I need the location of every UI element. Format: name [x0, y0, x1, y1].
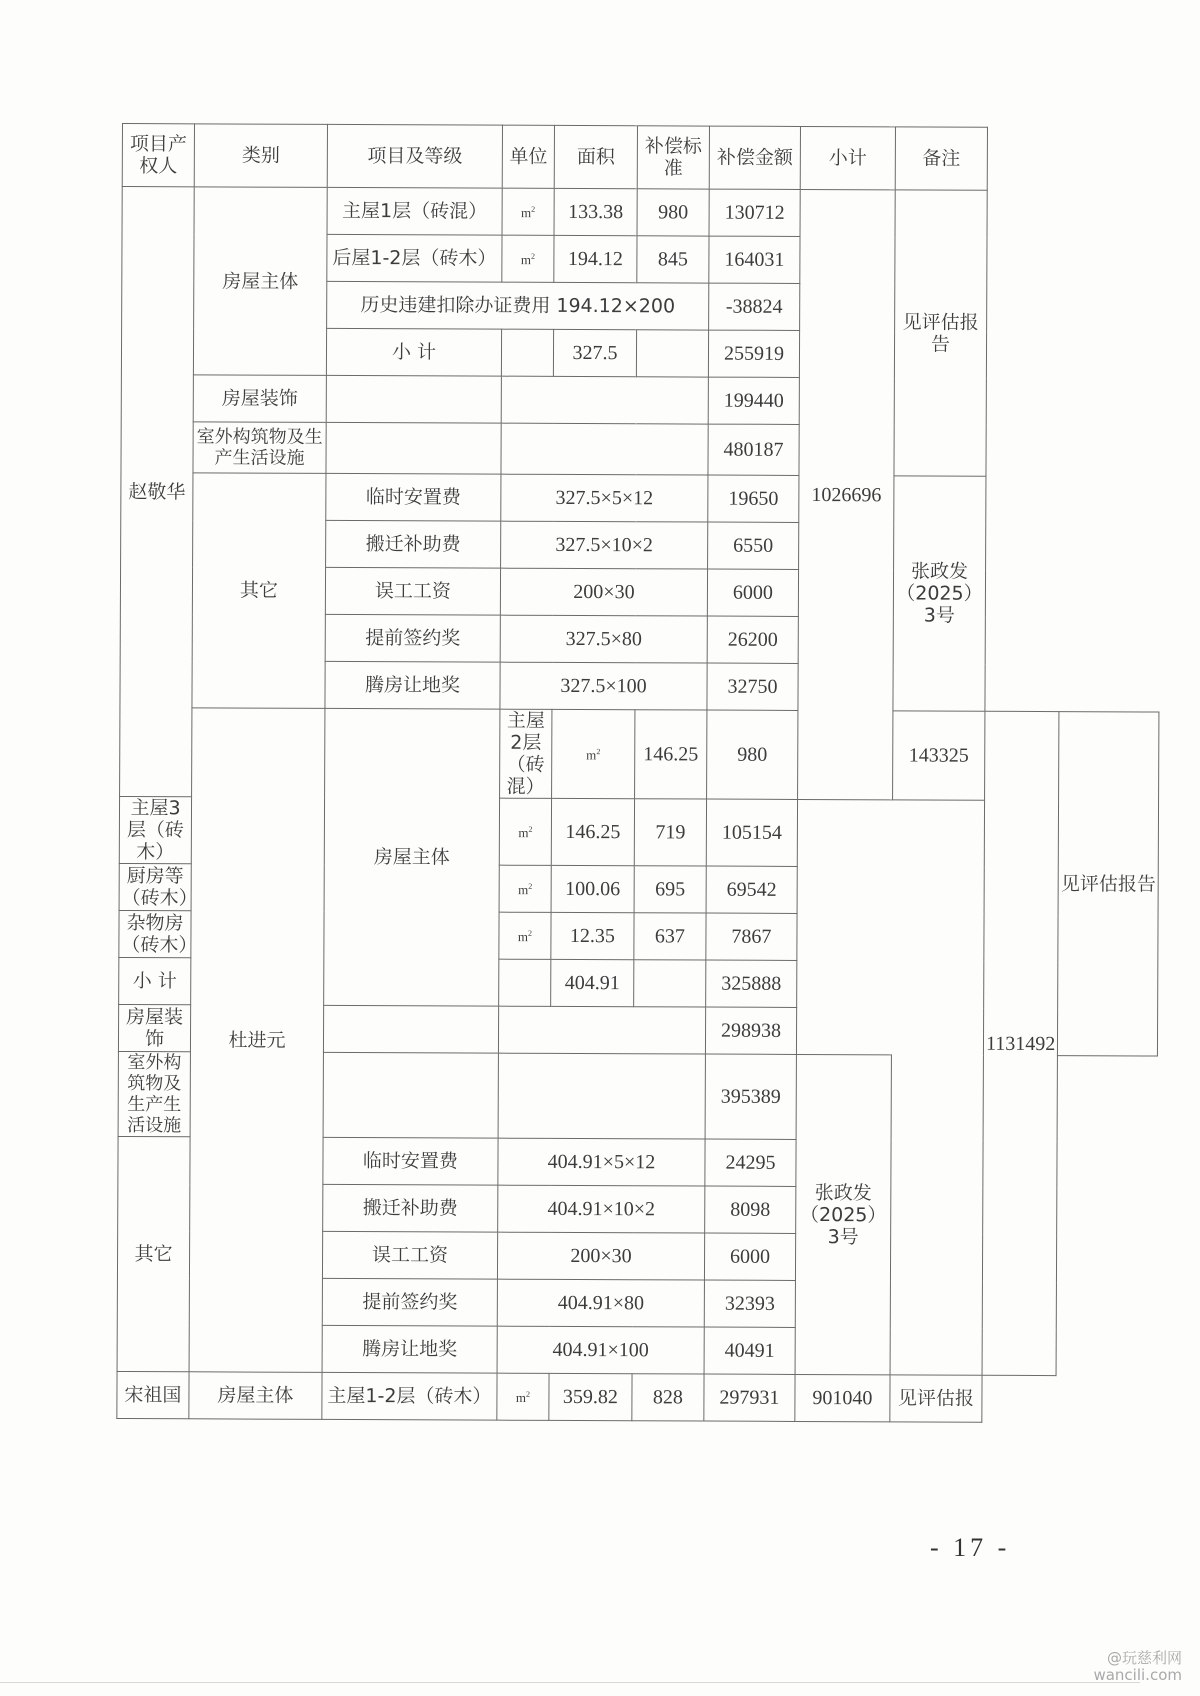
category-house-main: 房屋主体: [189, 1372, 322, 1420]
item-name: 提前签约奖: [325, 614, 500, 662]
standard-cell: 980: [707, 710, 798, 799]
category-house-main: 房屋主体: [193, 187, 327, 376]
standard-cell: 845: [637, 236, 709, 283]
subtotal-label: 小 计: [119, 957, 191, 1004]
item-name: 腾房让地奖: [322, 1325, 497, 1373]
amount-cell: -38824: [709, 283, 800, 330]
page-number: - 17 -: [930, 1533, 1011, 1562]
category-others: 其它: [117, 1136, 190, 1371]
header-area: 面积: [554, 125, 637, 188]
category-outdoor: 室外构筑物及生产生活设施: [193, 422, 326, 474]
owner-subtotal: 1026696: [798, 189, 896, 799]
standard-cell: 695: [634, 866, 706, 913]
amount-cell: 6000: [707, 569, 798, 616]
remark-cell: 张政发（2025）3号: [795, 1054, 891, 1374]
header-unit: 单位: [502, 125, 554, 188]
item-name: [326, 422, 501, 474]
amount-cell: 325888: [706, 960, 797, 1007]
formula-cell: 200×30: [497, 1232, 704, 1280]
unit-cell: $m^2$: [499, 912, 551, 959]
item-name: 腾房让地奖: [325, 661, 500, 709]
formula-cell: 327.5×5×12: [501, 474, 708, 522]
category-outdoor: 室外构筑物及生产生活设施: [118, 1051, 190, 1136]
amount-cell: 297931: [704, 1374, 795, 1421]
formula-cell: 327.5×80: [500, 615, 707, 663]
owner-subtotal: 901040: [795, 1374, 890, 1421]
amount-cell: 298938: [705, 1007, 796, 1054]
table-header-row: [122, 124, 1162, 192]
blank-cell: [501, 423, 708, 475]
item-name: 主屋3层（砖木）: [119, 796, 191, 863]
header-standard: 补偿标准: [637, 126, 709, 189]
table-row: [121, 421, 1160, 477]
item-name: 提前签约奖: [322, 1278, 497, 1326]
area-cell: 404.91: [551, 959, 634, 1006]
amount-cell: 32393: [704, 1280, 795, 1327]
amount-cell: 6000: [704, 1233, 795, 1280]
table-row: [121, 472, 1160, 524]
item-name: 厨房等（砖木）: [119, 863, 191, 910]
unit-cell: [499, 959, 551, 1006]
formula-cell: 404.91×100: [497, 1326, 704, 1374]
header-remarks: 备注: [895, 127, 987, 190]
unit-cell: $m^2$: [497, 1373, 549, 1420]
area-cell: 100.06: [551, 865, 634, 912]
owner-subtotal: 1131492: [982, 711, 1059, 1375]
owner-name: 杜进元: [189, 708, 325, 1373]
area-cell: 359.82: [549, 1373, 632, 1420]
area-cell: 12.35: [551, 912, 634, 959]
formula-cell: 200×30: [500, 568, 707, 616]
unit-cell: [501, 329, 553, 376]
header-item: 项目及等级: [327, 124, 502, 188]
owner-name: 赵敬华: [120, 187, 195, 797]
area-cell: 327.5: [553, 329, 636, 376]
remark-cell: 见评估报: [890, 1375, 982, 1422]
amount-cell: 69542: [706, 866, 797, 913]
item-name: 搬迁补助费: [323, 1184, 498, 1232]
header-subtotal: 小计: [800, 126, 895, 189]
header-owner: 项目产权人: [122, 124, 194, 187]
item-name: 主屋1-2层（砖木）: [322, 1372, 497, 1420]
item-name: [326, 375, 501, 423]
amount-cell: 19650: [708, 475, 799, 522]
unit-cell: $m^2$: [502, 188, 554, 235]
table-row: [121, 374, 1160, 426]
standard-cell: 828: [632, 1374, 704, 1421]
standard-cell: [636, 330, 708, 377]
item-name: 主屋2层（砖混）: [500, 709, 552, 798]
unit-cell: $m^2$: [499, 865, 551, 912]
area-cell: 133.38: [554, 188, 637, 235]
amount-cell: 164031: [709, 236, 800, 283]
amount-cell: 26200: [707, 616, 798, 663]
unit-cell: $m^2$: [552, 709, 635, 798]
header-amount: 补偿金额: [709, 126, 800, 189]
remark-cell: 张政发（2025）3号: [893, 476, 986, 711]
item-name: 误工工资: [322, 1231, 497, 1279]
item-name: 临时安置费: [323, 1137, 498, 1185]
formula-cell: 404.91×10×2: [498, 1185, 705, 1233]
formula-cell: 327.5×10×2: [501, 521, 708, 569]
owner-name: 宋祖国: [117, 1371, 189, 1418]
watermark-line-2: wancili.com: [1093, 1666, 1182, 1684]
area-cell: 146.25: [551, 798, 634, 865]
amount-cell: 6550: [708, 522, 799, 569]
subtotal-label: 小 计: [326, 328, 501, 376]
category-decoration: 房屋装饰: [193, 375, 326, 423]
item-name: [323, 1005, 498, 1053]
formula-cell: 404.91×80: [497, 1279, 704, 1327]
area-cell: 146.25: [635, 710, 707, 799]
item-name: [323, 1052, 498, 1138]
amount-cell: 40491: [704, 1327, 795, 1374]
amount-cell: 105154: [706, 799, 797, 866]
area-cell: 194.12: [554, 235, 637, 282]
table-row: [120, 707, 1160, 801]
item-name: 杂物房（砖木）: [119, 910, 191, 957]
item-name: 误工工资: [325, 567, 500, 615]
deduction-item: 历史违建扣除办证费用 194.12×200: [327, 281, 709, 330]
standard-cell: 719: [634, 799, 706, 866]
bottom-divider: [0, 1682, 1140, 1683]
item-name: 后屋1-2层（砖木）: [327, 234, 502, 282]
amount-cell: 7867: [706, 913, 797, 960]
amount-cell: 255919: [708, 330, 799, 377]
remark-cell: 见评估报告: [894, 190, 987, 476]
amount-cell: 24295: [705, 1139, 796, 1186]
blank-cell: [498, 1006, 705, 1054]
amount-cell: 395389: [705, 1054, 796, 1139]
table-row: [117, 1371, 1156, 1423]
item-name: 临时安置费: [326, 473, 501, 521]
unit-cell: $m^2$: [502, 235, 554, 282]
formula-cell: 327.5×100: [500, 662, 707, 710]
formula-cell: 404.91×5×12: [498, 1138, 705, 1186]
header-category: 类别: [194, 124, 327, 188]
standard-cell: [634, 960, 706, 1007]
amount-cell: 8098: [705, 1186, 796, 1233]
blank-cell: [501, 376, 708, 424]
category-others: 其它: [192, 473, 326, 709]
amount-cell: 32750: [707, 663, 798, 710]
amount-cell: 143325: [893, 711, 985, 800]
amount-cell: 130712: [709, 189, 800, 236]
category-decoration: 房屋装饰: [118, 1004, 190, 1051]
amount-cell: 480187: [708, 424, 799, 475]
item-name: 搬迁补助费: [326, 520, 501, 568]
watermark: [1093, 1650, 1182, 1684]
standard-cell: 980: [637, 189, 709, 236]
standard-cell: 637: [634, 913, 706, 960]
compensation-table: [116, 123, 1162, 1424]
table-row: [122, 187, 1161, 239]
unit-cell: $m^2$: [499, 798, 551, 865]
amount-cell: 199440: [708, 377, 799, 424]
item-name: 主屋1层（砖混）: [327, 187, 502, 235]
watermark-line-1: @玩慈利网: [1106, 1649, 1182, 1667]
remark-cell: 见评估报告: [1058, 712, 1160, 1056]
blank-cell: [498, 1053, 705, 1139]
category-house-main: 房屋主体: [324, 708, 500, 1006]
